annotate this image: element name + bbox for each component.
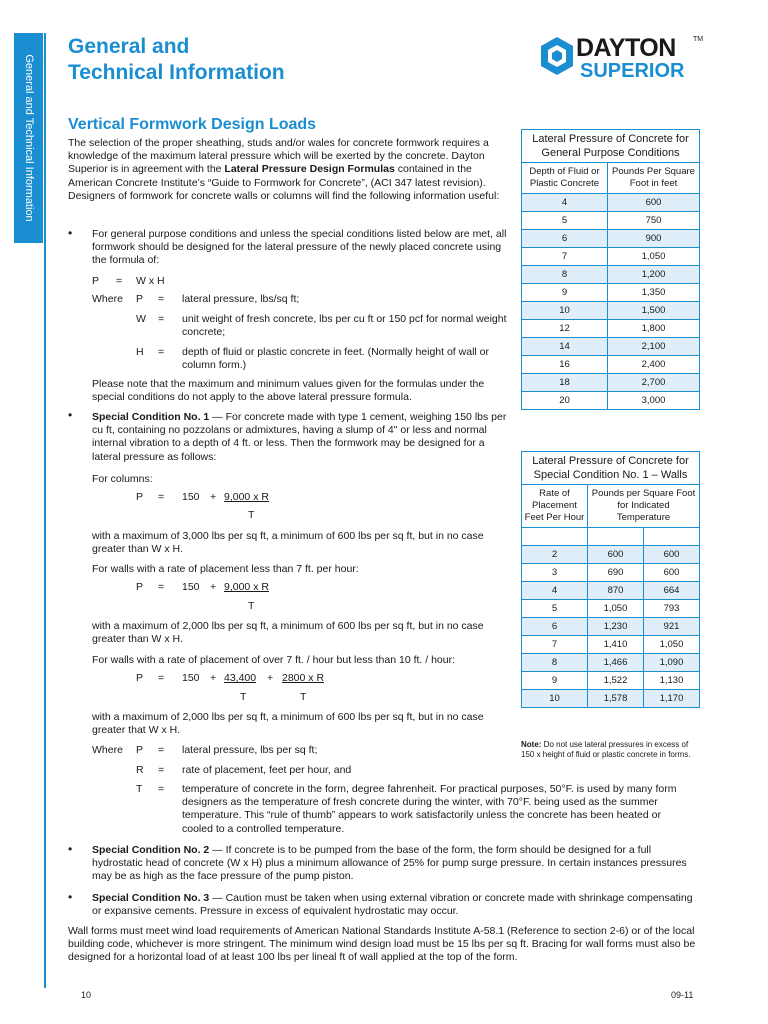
table2-col-rate: Rate of Placement Feet Per Hour xyxy=(522,485,588,528)
special-condition-2-text: — If concrete is to be pumped from the base of the form, the form should be designed for a full hydrostatic head of concrete (W x H) plus a minimum allowance of 25% for pump surge pressure. In certain instances pressures may be as high as the face pressure of the pump piston. xyxy=(92,844,687,883)
table-cell: 600 xyxy=(608,194,700,212)
columns-note: with a maximum of 3,000 lbs per sq ft, a minimum of 600 lbs per sq ft, but in no case greater than W x H. xyxy=(92,530,484,556)
table-row xyxy=(522,582,700,600)
intro-bold: Lateral Pressure Design Formulas xyxy=(224,163,395,176)
table-row xyxy=(522,356,700,374)
def-eq: = xyxy=(158,293,165,305)
formula-denominator: T xyxy=(248,600,255,612)
table-cell: 1,466 xyxy=(588,654,644,672)
def-eq: = xyxy=(158,744,165,756)
table-row xyxy=(522,528,700,546)
table-row xyxy=(522,672,700,690)
intro-paragraph xyxy=(68,137,510,203)
closing-paragraph: Wall forms must meet wind load requirements of American National Standards Institute A-58.1 (Reference to section 2-6) or of the local building code, whichever is more stringent. The minimum wind design load must be 15 lbs per sq ft. Bracing for wall forms must also be designed for a horizontal load of at least 100 lbs per lineal ft of wall applied at the top of the form. xyxy=(68,925,696,964)
table-cell: 1,410 xyxy=(588,636,644,654)
walls-label-2: For walls with a rate of placement of over 7 ft. / hour but less than 10 ft. / hour: xyxy=(92,654,456,666)
formula-plus: + xyxy=(210,581,217,593)
table-cell: 1,578 xyxy=(588,690,644,708)
table-row xyxy=(522,302,700,320)
formula-numerator: 2800 x R xyxy=(282,672,325,684)
table-row xyxy=(522,338,700,356)
table2-col-pressure: Pounds per Square Foot for Indicated Temperature xyxy=(588,485,700,528)
special-condition-walls-table xyxy=(521,451,700,708)
def-text: lateral pressure, lbs per sq ft; xyxy=(182,744,318,756)
where-label: Where xyxy=(92,744,123,756)
table-cell: 900 xyxy=(608,230,700,248)
table-cell: 14 xyxy=(522,338,608,356)
table-cell: 2 xyxy=(522,546,588,564)
bullet-icon: • xyxy=(68,842,73,856)
table-cell xyxy=(522,528,588,546)
formula-plus: + xyxy=(267,672,274,684)
table-row xyxy=(522,636,700,654)
special-condition-3-text: — Caution must be taken when using external vibration or concrete made with shrinkage compensating or expansive cements. Pressure in excess of equivalent hydrostatic may occur. xyxy=(92,892,693,918)
formula-p: P xyxy=(136,491,144,503)
table-cell: 3 xyxy=(522,564,588,582)
table-cell: 1,800 xyxy=(608,320,700,338)
table-cell: 16 xyxy=(522,356,608,374)
table-cell: 1,050 xyxy=(588,600,644,618)
side-rule xyxy=(44,33,46,988)
table-cell: 750 xyxy=(608,212,700,230)
table-row xyxy=(522,320,700,338)
formula-denominator: T xyxy=(240,691,247,703)
table-cell: 3,000 xyxy=(608,392,700,410)
table-row xyxy=(522,690,700,708)
table-cell: 600 xyxy=(588,546,644,564)
table-cell: 8 xyxy=(522,266,608,284)
table-cell: 10 xyxy=(522,302,608,320)
bullet2-text xyxy=(92,411,516,464)
table-row xyxy=(522,600,700,618)
table1-title: Lateral Pressure of Concrete for General Purpose Conditions xyxy=(522,130,700,163)
table-row xyxy=(522,392,700,410)
table-cell: 20 xyxy=(522,392,608,410)
company-logo xyxy=(540,34,710,86)
def-eq: = xyxy=(158,313,165,325)
table-cell: 12 xyxy=(522,320,608,338)
walls-note-2: with a maximum of 2,000 lbs per sq ft, a minimum of 600 lbs per sq ft, but in no case greater that W x H. xyxy=(92,711,484,737)
side-tab xyxy=(14,33,43,243)
formula-eq: = xyxy=(116,275,123,287)
def-sym: P xyxy=(136,744,144,756)
table-cell: 1,050 xyxy=(608,248,700,266)
table-cell: 1,090 xyxy=(643,654,699,672)
table-row xyxy=(522,284,700,302)
def-sym: W xyxy=(136,313,146,325)
formula-denominator: T xyxy=(300,691,307,703)
formula-numerator: 9,000 x R xyxy=(224,581,269,593)
special-condition-2-label: Special Condition No. 2 xyxy=(92,844,210,856)
table-cell: 870 xyxy=(588,582,644,600)
special-condition-1-text: — For concrete made with type 1 cement, weighing 150 lbs per cu ft, containing no pozzolans or admixtures, having a slump of 4" or less and normal internal vibration to a depth of 4 ft. or less. Then the formwork may be designed for a lateral pressure as follows: xyxy=(92,411,507,463)
table-cell: 6 xyxy=(522,230,608,248)
table-cell: 7 xyxy=(522,636,588,654)
table-cell: 9 xyxy=(522,672,588,690)
table-cell: 10 xyxy=(522,690,588,708)
bullet3-text xyxy=(92,844,696,884)
table-row xyxy=(522,564,700,582)
formula-denominator: T xyxy=(248,509,255,521)
table-cell: 2,700 xyxy=(608,374,700,392)
side-tab-label: General and Technical Information xyxy=(22,54,35,222)
def-text: rate of placement, feet per hour, and xyxy=(182,764,352,776)
table-cell: 600 xyxy=(643,546,699,564)
table-cell: 5 xyxy=(522,212,608,230)
table-row xyxy=(522,618,700,636)
table-row xyxy=(522,194,700,212)
bullet-icon: • xyxy=(68,890,73,904)
formula-eq: = xyxy=(158,491,165,503)
note-text: Do not use lateral pressures in excess of 150 x height of fluid or plastic concrete in forms. xyxy=(521,740,691,759)
table-cell: 1,050 xyxy=(643,636,699,654)
table-row xyxy=(522,546,700,564)
table-cell: 6 xyxy=(522,618,588,636)
def-eq: = xyxy=(158,346,165,358)
formula-p: P xyxy=(92,275,100,287)
columns-label: For columns: xyxy=(92,473,153,485)
bullet1-note: Please note that the maximum and minimum values given for the formulas under the special conditions do not apply to the above lateral pressure formula. xyxy=(92,378,485,404)
table-row xyxy=(522,212,700,230)
walls-label-1: For walls with a rate of placement less than 7 ft. per hour: xyxy=(92,563,359,575)
table-cell: 2,100 xyxy=(608,338,700,356)
def-sym: P xyxy=(136,293,144,305)
formula-numerator: 43,400 xyxy=(224,672,257,684)
table-cell: 8 xyxy=(522,654,588,672)
table-cell: 4 xyxy=(522,582,588,600)
table-cell: 1,500 xyxy=(608,302,700,320)
table-cell: 4 xyxy=(522,194,608,212)
table-row xyxy=(522,374,700,392)
table-cell: 664 xyxy=(643,582,699,600)
intro-text-2: contained in the American Concrete Institute’s “Guide to Formwork for Concrete”, (ACI 347 latest revision). Designers of formwork for concrete walls or columns will find the following information useful: xyxy=(68,163,500,202)
formula-plus: + xyxy=(210,491,217,503)
table2-body xyxy=(522,546,700,708)
def-eq: = xyxy=(158,764,165,776)
logo-wordmark-bottom: SUPERIOR xyxy=(580,60,685,82)
table-cell: 1,130 xyxy=(643,672,699,690)
bullet4-text xyxy=(92,892,696,918)
table-row xyxy=(522,248,700,266)
table-cell: 2,400 xyxy=(608,356,700,374)
def-eq: = xyxy=(158,783,165,795)
table-cell: 9 xyxy=(522,284,608,302)
bullet1-text: For general purpose conditions and unless the special conditions listed below are met, all formwork should be designed for the lateral pressure of the newly placed concrete using the formula of: xyxy=(92,228,507,267)
formula-eq: = xyxy=(158,581,165,593)
page-title xyxy=(68,34,285,86)
logo-trademark: TM xyxy=(693,36,704,43)
formula-const: 150 xyxy=(182,672,200,684)
table-cell: 1,350 xyxy=(608,284,700,302)
table-cell: 7 xyxy=(522,248,608,266)
table-cell: 5 xyxy=(522,600,588,618)
table1-col-pressure: Pounds Per Square Foot in feet xyxy=(608,163,700,194)
def-sym: T xyxy=(136,783,143,795)
def-text: temperature of concrete in the form, degree fahrenheit. For practical purposes, 50°F. is used by many form designers as the temperature of fresh concrete during the winter, with 70°F. being used as the summer temperature. This “rule of thumb” appears to work satisfactorily unless the concrete has been heated or cooled to a controlled temperature. xyxy=(182,783,677,835)
table-cell: 793 xyxy=(643,600,699,618)
table2-title: Lateral Pressure of Concrete for Special Condition No. 1 – Walls xyxy=(522,452,700,485)
page-number: 10 xyxy=(81,990,92,1000)
formula-p: P xyxy=(136,581,144,593)
table-cell: 1,230 xyxy=(588,618,644,636)
special-condition-1-label: Special Condition No. 1 xyxy=(92,411,210,423)
intro-text: The selection of the proper sheathing, studs and/or wales for concrete formwork requires a knowledge of the maximum lateral pressure which will be exerted by the concrete. Dayton Superior is in agreement with the xyxy=(68,137,489,176)
table1-body xyxy=(522,194,700,410)
revision-date: 09-11 xyxy=(671,990,694,1000)
formula-eq: = xyxy=(158,672,165,684)
formula-plus: + xyxy=(210,672,217,684)
formula-const: 150 xyxy=(182,581,200,593)
table-cell: 1,170 xyxy=(643,690,699,708)
table-cell: 1,200 xyxy=(608,266,700,284)
table-cell: 1,522 xyxy=(588,672,644,690)
def-sym: H xyxy=(136,346,144,358)
where-label: Where xyxy=(92,293,123,305)
table-cell: 600 xyxy=(643,564,699,582)
title-line-2: Technical Information xyxy=(68,61,285,84)
table-note xyxy=(521,740,701,760)
table-row xyxy=(522,230,700,248)
note-label: Note: xyxy=(521,740,542,749)
def-text: unit weight of fresh concrete, lbs per cu ft or 150 pcf for normal weight concrete; xyxy=(182,313,507,339)
table1-col-depth: Depth of Fluid or Plastic Concrete xyxy=(522,163,608,194)
special-condition-3-label: Special Condition No. 3 xyxy=(92,892,210,904)
table-row xyxy=(522,654,700,672)
formula-const: 150 xyxy=(182,491,200,503)
section-title: Vertical Formwork Design Loads xyxy=(68,116,317,133)
general-purpose-pressure-table xyxy=(521,129,700,410)
table-cell xyxy=(588,528,644,546)
formula-rhs: W x H xyxy=(136,275,165,287)
formula-numerator: 9,000 x R xyxy=(224,491,269,503)
table-cell: 921 xyxy=(643,618,699,636)
table-row xyxy=(522,266,700,284)
table-cell xyxy=(643,528,699,546)
bullet-icon: • xyxy=(68,408,73,422)
table-cell: 18 xyxy=(522,374,608,392)
table-cell: 690 xyxy=(588,564,644,582)
walls-note-1: with a maximum of 2,000 lbs per sq ft, a minimum of 600 lbs per sq ft, but in no case greater than W x H. xyxy=(92,620,484,646)
bullet-icon: • xyxy=(68,226,73,240)
formula-p: P xyxy=(136,672,144,684)
def-sym: R xyxy=(136,764,144,776)
title-line-1: General and xyxy=(68,35,190,58)
def-text: depth of fluid or plastic concrete in feet. (Normally height of wall or column form.) xyxy=(182,346,489,372)
logo-wordmark-top: DAYTON xyxy=(576,34,676,62)
hexagon-logo-icon xyxy=(540,36,574,76)
def-text: lateral pressure, lbs/sq ft; xyxy=(182,293,300,305)
